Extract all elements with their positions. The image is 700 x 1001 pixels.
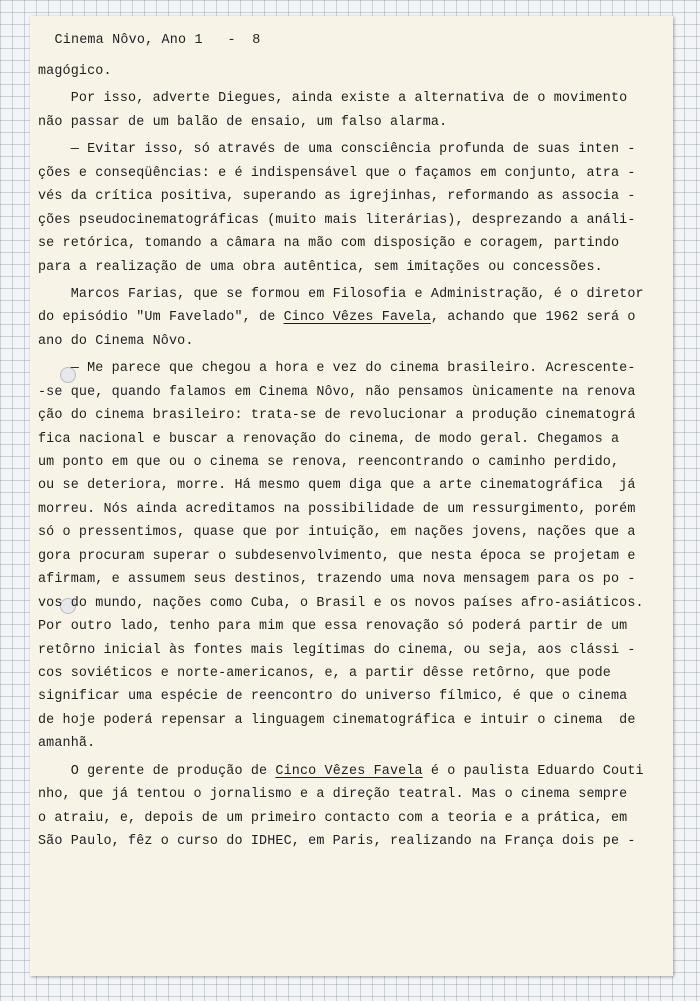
page-header bbox=[38, 18, 260, 48]
text-line: afirmam, e assumem seus destinos, trazendo uma nova mensagem para os po - bbox=[38, 572, 636, 588]
text-line: São Paulo, fêz o curso do IDHEC, em Paris, realizando na França dois pe - bbox=[38, 834, 636, 849]
text-line: de hoje poderá repensar a linguagem cinematográfica e intuir o cinema de bbox=[38, 712, 636, 728]
text-line: amanhã. bbox=[38, 736, 96, 752]
text-line: O gerente de produção de Cinco Vêzes Favela é o paulista Eduardo Couti bbox=[38, 763, 644, 779]
typed-body-text bbox=[38, 60, 644, 853]
header-separator: - bbox=[227, 33, 236, 48]
text-line: Por outro lado, tenho para mim que essa renovação só poderá partir de um bbox=[38, 619, 628, 635]
text-line: nho, que já tentou o jornalismo e a direção teatral. Mas o cinema sempre bbox=[38, 787, 628, 803]
text-line: -se que, quando falamos em Cinema Nôvo, não pensamos ùnicamente na renova bbox=[38, 384, 636, 400]
text-line: o atraiu, e, depois de um primeiro contacto com a teoria e a prática, em bbox=[38, 810, 628, 826]
text-line: vés da crítica positiva, superando as igrejinhas, reformando as associa - bbox=[38, 189, 636, 205]
text-line: se retórica, tomando a câmara na mão com disposição e coragem, partindo bbox=[38, 236, 620, 252]
page-number: 8 bbox=[252, 33, 261, 48]
text-line: ou se deteriora, morre. Há mesmo quem diga que a arte cinematográfica já bbox=[38, 478, 636, 494]
text-line: retôrno inicial às fontes mais legítimas do cinema, ou seja, aos clássi - bbox=[38, 642, 636, 658]
text-line: ano do Cinema Nôvo. bbox=[38, 333, 194, 349]
text-line: cos soviéticos e norte-americanos, e, a partir dêsse retôrno, que pode bbox=[38, 665, 611, 681]
text-line: Marcos Farias, que se formou em Filosofia e Administração, é o diretor bbox=[38, 286, 644, 302]
text-line: significar uma espécie de reencontro do universo fílmico, é que o cinema bbox=[38, 689, 628, 705]
text-line: um ponto em que ou o cinema se renova, reencontrando o caminho perdido, bbox=[38, 455, 620, 470]
text-line: — Me parece que chegou a hora e vez do cinema brasileiro. Acrescente- bbox=[38, 361, 636, 377]
text-line: do episódio "Um Favelado", de Cinco Vêzes Favela, achando que 1962 será o bbox=[38, 310, 636, 326]
film-title-underlined: Cinco Vêzes Favela bbox=[283, 310, 431, 326]
text-line: ção do cinema brasileiro: trata-se de revolucionar a produção cinematográ bbox=[38, 408, 636, 424]
text-line: ções pseudocinematográficas (muito mais literárias), desprezando a análi- bbox=[38, 212, 636, 228]
text-line: fica nacional e buscar a renovação do cinema, de modo geral. Chegamos a bbox=[38, 431, 620, 447]
text-line: vos do mundo, nações como Cuba, o Brasil e os novos países afro-asiáticos. bbox=[38, 595, 644, 611]
text-line: gora procuram superar o subdesenvolvimento, que nesta época se projetam e bbox=[38, 548, 636, 564]
text-line: só o pressentimos, quase que por intuição, em nações jovens, nações que a bbox=[38, 525, 636, 541]
text-line: magógico. bbox=[38, 64, 112, 79]
publication-title: Cinema Nôvo, Ano 1 bbox=[54, 33, 203, 48]
film-title-underlined: Cinco Vêzes Favela bbox=[275, 763, 423, 779]
text-line: — Evitar isso, só através de uma consciência profunda de suas inten - bbox=[38, 142, 636, 158]
text-line: ções e conseqüências: e é indispensável que o façamos em conjunto, atra - bbox=[38, 165, 636, 181]
text-line: morreu. Nós ainda acreditamos na possibilidade de um ressurgimento, porém bbox=[38, 501, 636, 517]
text-line: Por isso, adverte Diegues, ainda existe a alternativa de o movimento bbox=[38, 91, 628, 107]
text-line: para a realização de uma obra autêntica, sem imitações ou concessões. bbox=[38, 259, 603, 275]
text-line: não passar de um balão de ensaio, um falso alarma. bbox=[38, 114, 448, 130]
